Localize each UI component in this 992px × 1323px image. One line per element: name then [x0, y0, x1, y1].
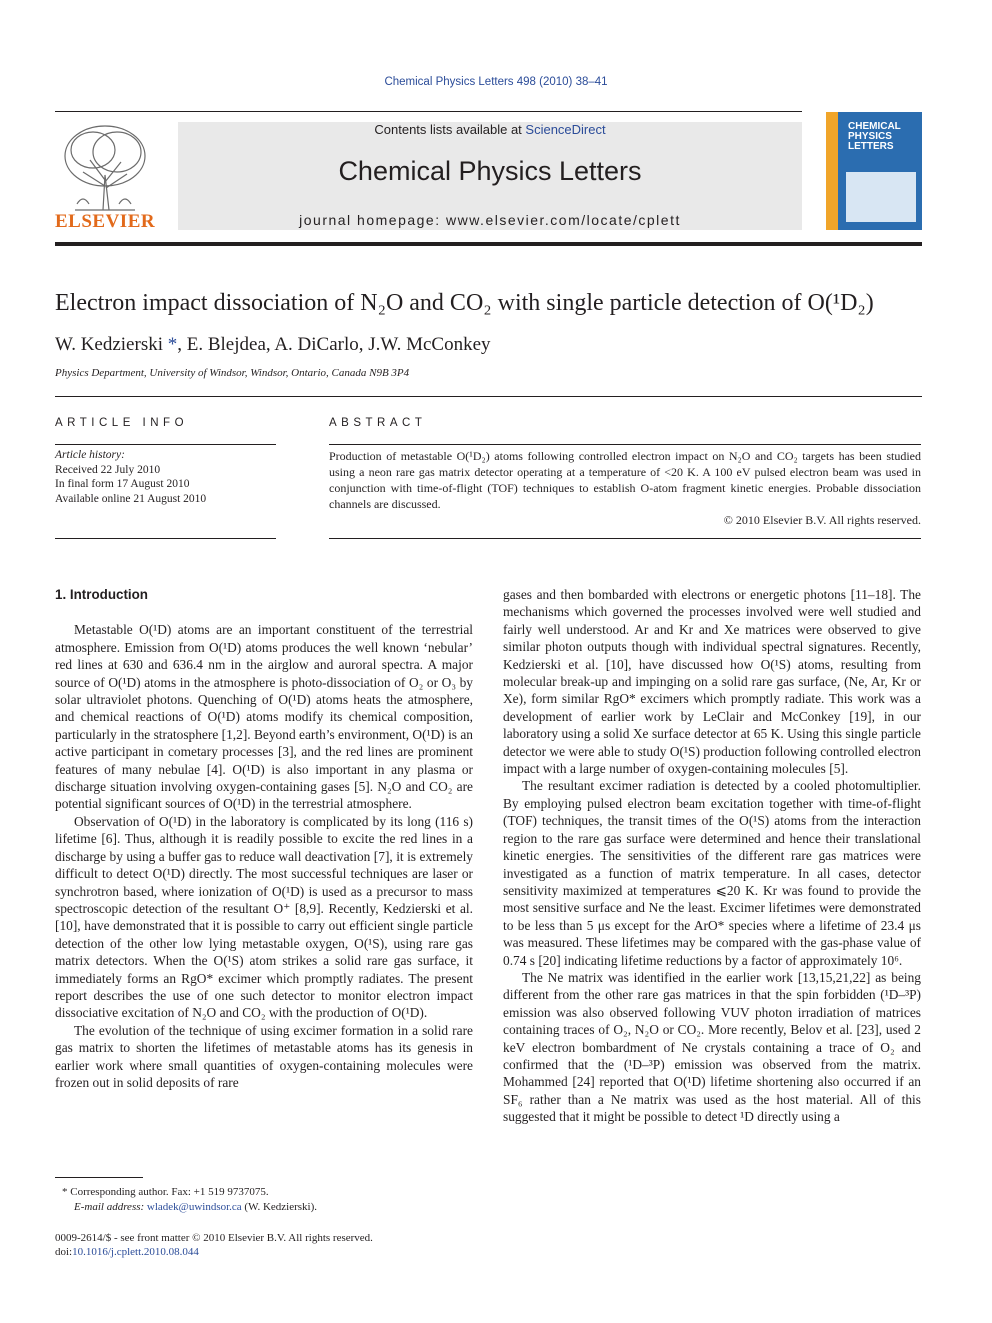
info-rule-bottom — [55, 538, 276, 539]
intro-paragraph-1: Metastable O(¹D) atoms are an important constituent of the terrestrial atmosphere. Emission from O(¹D) atoms produces the well known ‘nebular’ red lines at 630 and 636.4 nm in the airglow and auroral spectra. A major source of O(¹D) atoms in the atmosphere is photo-dissociation of O₂ or O₃ by solar ultraviolet photons. Quenching of O(¹D) atoms heats the atmosphere, and chemical reactions of O(¹D) atoms modify its chemical composition, particularly in the stratosphere [1,2]. Beyond earth’s environment, O(¹D) is an active participant in cometary processes [3], and the red lines are prominent features of many nebulae [4]. O(¹D) is also important in any plasma or discharge situation involving oxygen-containing gases [5]. N₂O and CO₂ are potential significant sources of O(¹D) in the terrestrial atmosphere. — [55, 622, 473, 812]
article-title: Electron impact dissociation of N₂O and CO₂ with single particle detection of O(¹D₂) — [55, 290, 874, 316]
journal-name: Chemical Physics Letters — [338, 156, 642, 186]
email-link[interactable]: wladek@uwindsor.ca — [146, 1201, 242, 1213]
sciencedirect-link[interactable]: ScienceDirect — [525, 122, 606, 137]
history-label: Article history: — [55, 449, 125, 461]
other-authors: , E. Blejdea, A. DiCarlo, J.W. McConkey — [177, 334, 491, 355]
email-footnote — [74, 1200, 317, 1215]
corresponding-footnote: * Corresponding author. Fax: +1 519 9737075. — [62, 1186, 269, 1198]
affiliation: Physics Department, University of Windsor, Windsor, Ontario, Canada N9B 3P4 — [55, 367, 410, 379]
contents-line — [178, 122, 802, 137]
corresponding-star[interactable]: * — [163, 334, 178, 355]
footnote-rule — [55, 1177, 143, 1178]
intro-paragraph-3-continued: gases and then bombarded with electrons or energetic photons [11–18]. The mechanisms which governed the processes involved were well studied and fairly well understood. Ar and Kr and Xe matrices were observed to give similar photon outputs though with individual spectral signatures. Recently, Kedzierski et al. [10], have discussed how O(¹S) atoms, resulting from molecular break-up and impinging on a solid rare gas surface, (Ne, Ar, Kr or Xe), form similar RgO* excimers which promptly radiate. This work was a development of earlier work by LeClair and McConkey [19], in our laboratory using a solid Xe surface detector at 65 K. Using this single particle detector we were able to study O(¹S) production following controlled electron impact with a large number of oxygen-containing molecules [5]. — [503, 587, 921, 777]
received-date: Received 22 July 2010 — [55, 463, 161, 476]
intro-paragraph-2: Observation of O(¹D) in the laboratory is complicated by its long (116 s) lifetime [6]. Thus, although it is readily possible to excite the red lines in a discharge by using a buffer gas to reduce wall deactivation [7], it is extremely difficult to detect O(¹D) directly. The most successful techniques are laser or synchrotron based, where ionization of O(¹D) is used as a precursor to mass spectroscopic detection of the resultant O⁺ [8,9]. Recently, Kedzierski et al. [10], have demonstrated that it is possible to carry out efficient single particle detection of the other low lying metastable oxygen, O(¹S), using rare gas matrix detectors. When the O(¹S) atom strikes a solid rare gas surface, it immediately forms an RgO* excimer which promptly radiates. The present report describes the use of one such detector to monitor electron impact dissociative excitation of N₂O and CO₂ with the production of O(¹D). — [55, 813, 473, 1021]
revised-date: In final form 17 August 2010 — [55, 478, 190, 490]
article-info-label: ARTICLE INFO — [55, 417, 189, 429]
article-history — [55, 448, 206, 506]
abstract-copyright: © 2010 Elsevier B.V. All rights reserved. — [723, 513, 921, 527]
abstract-text: Production of metastable O(¹D₂) atoms following controlled electron impact on N₂O and CO₂ targets has been studied using a neon rare gas matrix detector operating at a temperature of <20 K. A 100 eV pulsed electron beam was used in conjunction with time-of-flight (TOF) techniques to establish O-atom fragment kinetic energies. Probable dissociation channels are discussed. — [329, 449, 921, 511]
header-thick-rule — [55, 242, 922, 246]
intro-paragraph-3: The evolution of the technique of using excimer formation in a solid rare gas matrix to shorten the lifetimes of metastable atoms has its genesis in earlier work where small quantities of oxygen-containing molecules were frozen out in solid deposits of rare — [55, 1022, 473, 1090]
author-list — [55, 334, 491, 356]
abstract-rule-top — [329, 444, 921, 445]
right-column — [503, 586, 921, 1216]
title-rule — [55, 396, 922, 397]
first-author[interactable]: W. Kedzierski — [55, 334, 163, 355]
journal-homepage[interactable]: journal homepage: www.elsevier.com/locate/cplett — [299, 212, 681, 228]
intro-paragraph-5: The Ne matrix was identified in the earlier work [13,15,21,22] as being different from the other rare gas matrices in that the spin forbidden (¹D–³P) emission was also observed following VUV photon irradiation of matrices containing traces of O₂, N₂O or CO₂. More recently, Belov et al. [23], used 2 keV electron bombardment of Ne crystals containing a trace of O₂ and confirmed that the (¹D–³P) emission was observed from the matrix. Mohammed [24] reported that O(¹D) lifetime shortening also occurred if an SF₆ rather than a Ne matrix was used as the host material. All of this suggested that it might be possible to detect ¹D directly using a — [503, 969, 921, 1125]
doi-label: doi: — [55, 1246, 73, 1258]
doi-line — [55, 1245, 199, 1259]
journal-reference[interactable]: Chemical Physics Letters 498 (2010) 38–41 — [384, 76, 608, 88]
online-date: Available online 21 August 2010 — [55, 492, 207, 505]
intro-paragraph-4: The resultant excimer radiation is detected by a cooled photomultiplier. By employing pulsed electron beam excitation together with time-of-flight (TOF) techniques, the transit times of the O(¹S) atoms from the interaction region to the rare gas surface were determined and hence their translational kinetic energies. The sensitivities of the different rare gas matrices were investigated as a function of matrix temperature. In all cases, detector sensitivity maximized at temperatures ⩽20 K. Kr was found to provide the most sensitive surface and Ne the least. Excimer lifetimes were demonstrated to be less than 5 μs except for the ArO* species where a lifetime of 23.4 μs was measured. These lifetimes may be compared with the gas-phase value of 0.74 s [20] indicating lifetime reductions by a factor of approximately 10⁶. — [503, 778, 921, 968]
header-rule — [55, 111, 802, 112]
journal-cover-image — [826, 112, 922, 230]
abstract-rule-bottom — [329, 538, 921, 539]
cover-graph — [846, 172, 916, 222]
email-label: E-mail address: — [74, 1201, 147, 1213]
left-column — [55, 586, 473, 1166]
contents-prefix: Contents lists available at — [374, 122, 526, 137]
info-rule-top — [55, 444, 276, 445]
cover-title: CHEMICAL PHYSICS LETTERS — [848, 121, 901, 152]
email-name: (W. Kedzierski). — [241, 1201, 318, 1213]
abstract-label: ABSTRACT — [329, 417, 427, 429]
doi-link[interactable]: 10.1016/j.cplett.2010.08.044 — [72, 1246, 199, 1258]
section-heading-introduction: 1. Introduction — [55, 587, 148, 602]
publisher-name: ELSEVIER — [55, 211, 156, 232]
cover-stripe — [826, 112, 838, 230]
issn-line: 0009-2614/$ - see front matter © 2010 Elsevier B.V. All rights reserved. — [55, 1232, 373, 1244]
